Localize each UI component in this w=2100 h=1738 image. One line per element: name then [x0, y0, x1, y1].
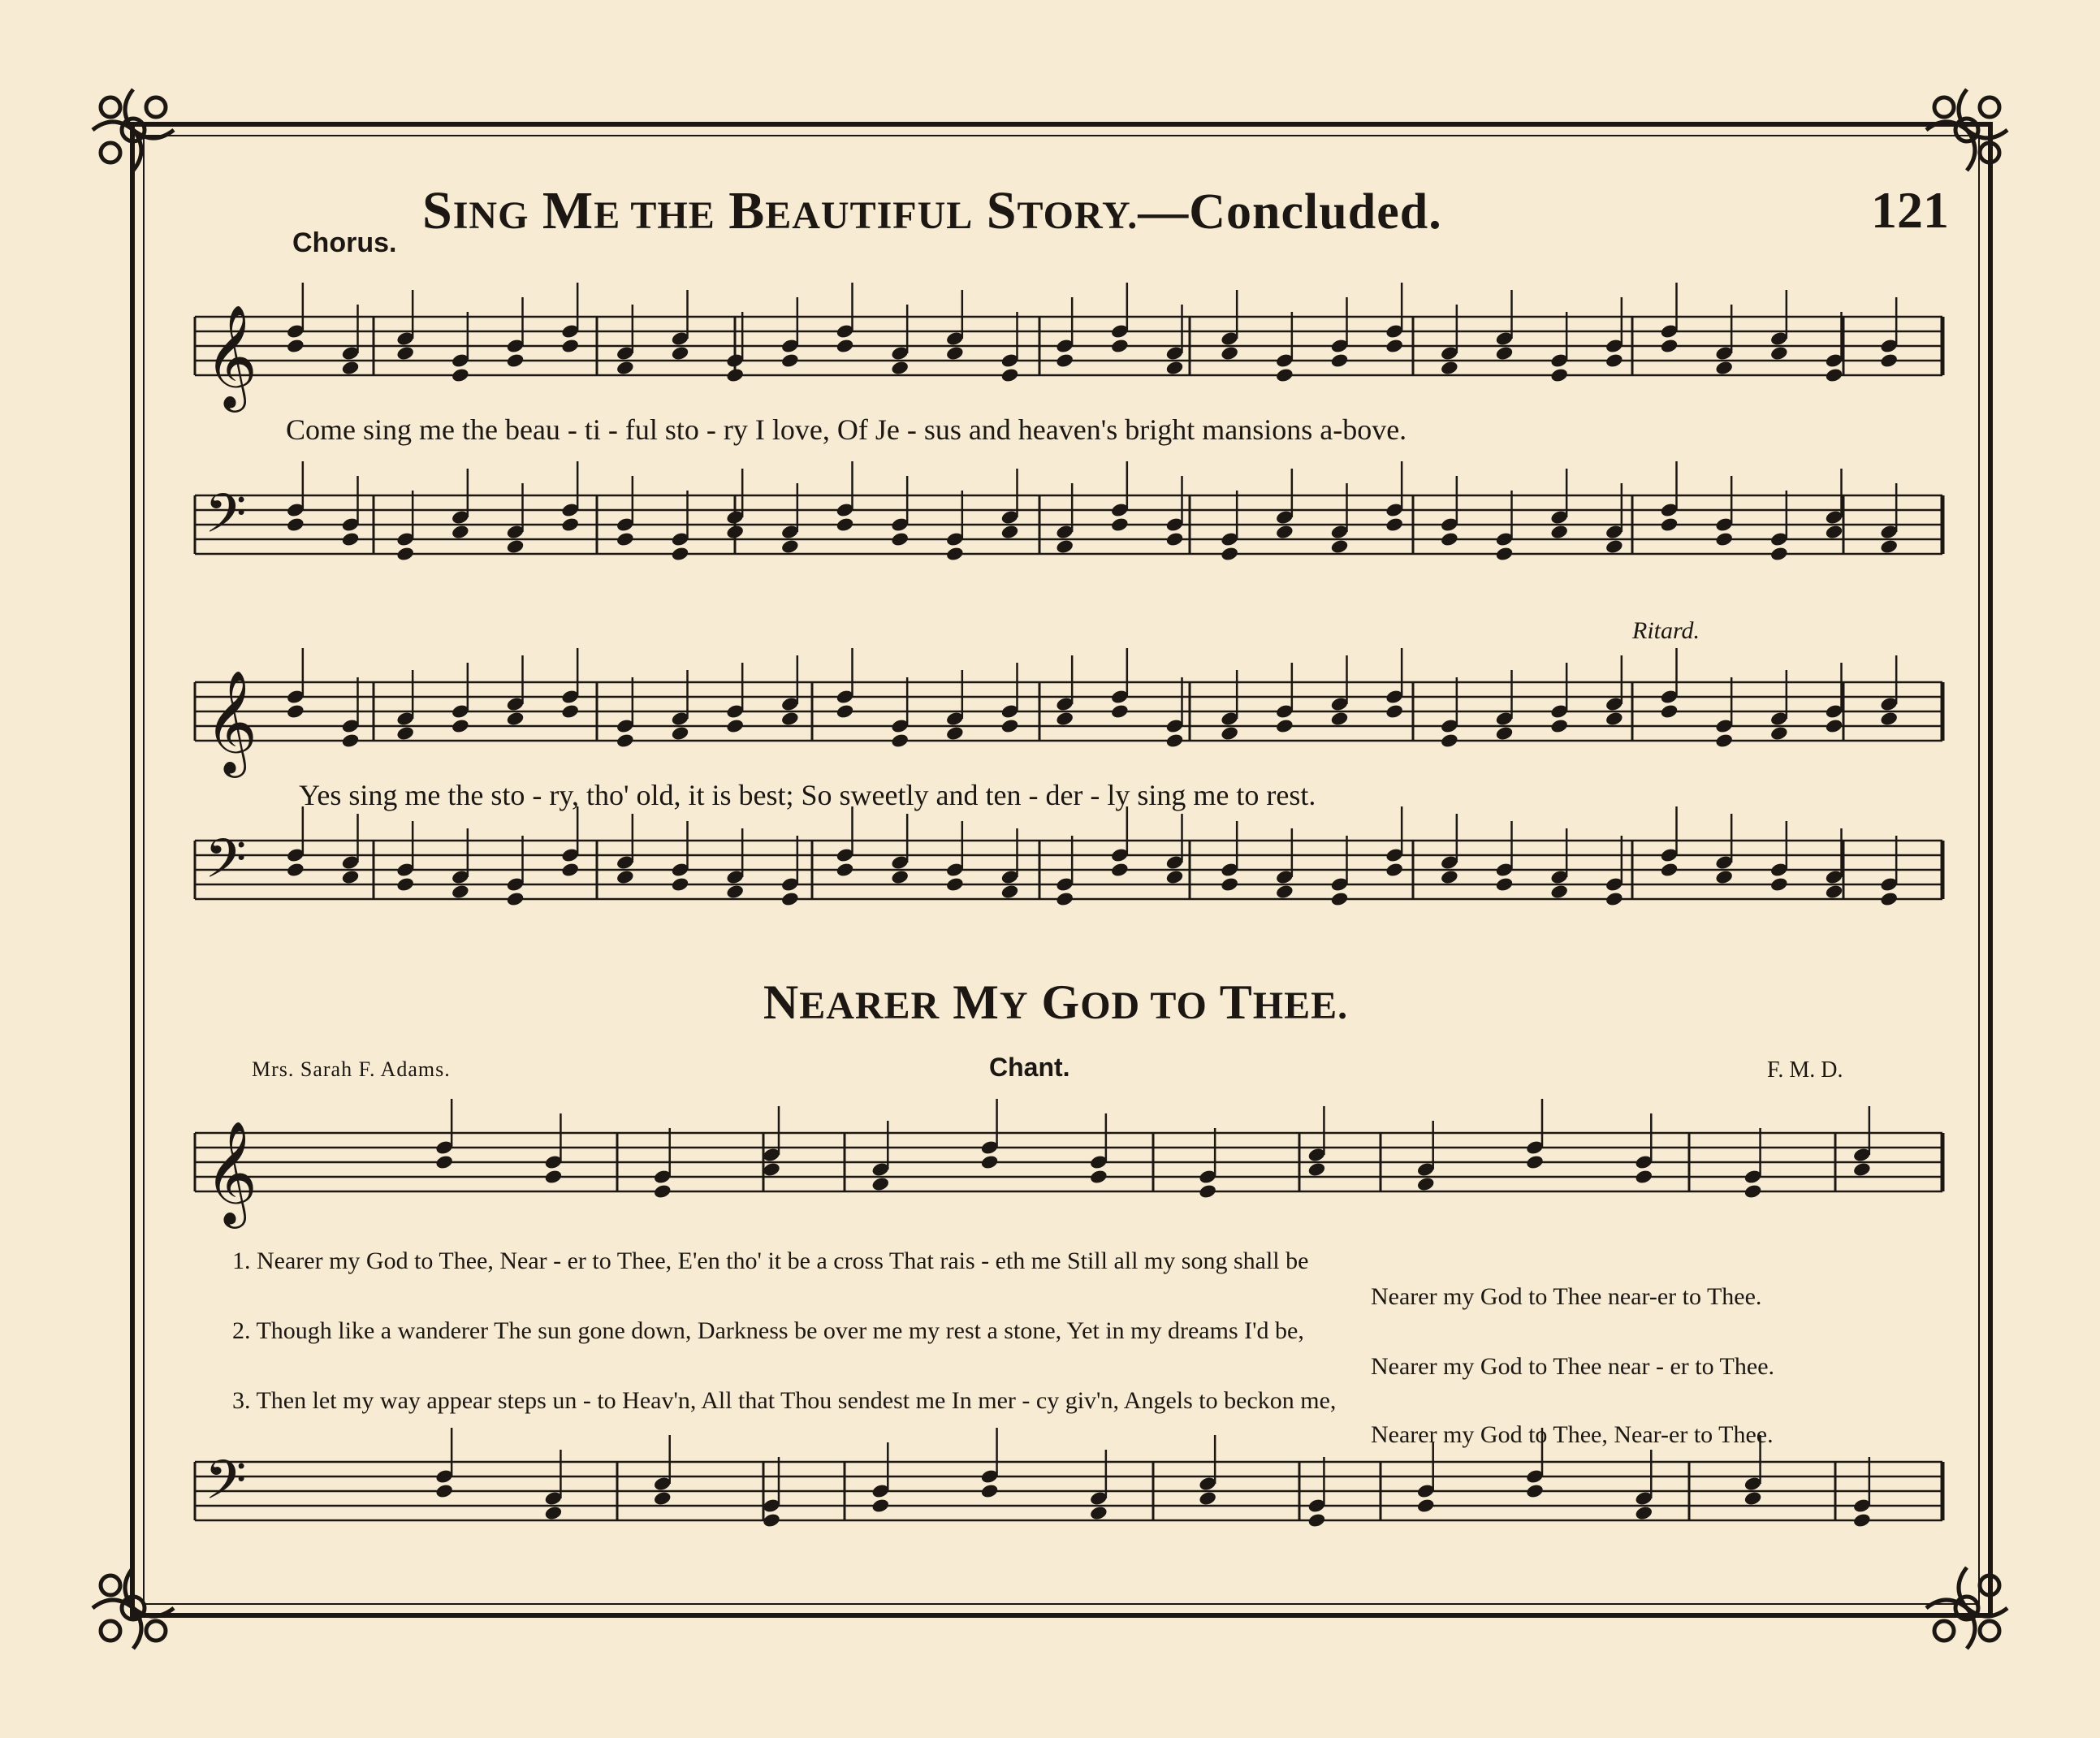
note-head [671, 546, 690, 562]
note-head [1769, 546, 1789, 562]
note-head [1714, 531, 1734, 547]
note-head [451, 718, 470, 734]
note-head [836, 338, 855, 354]
note-head [1165, 360, 1185, 376]
note-head [871, 1176, 890, 1192]
note-head [871, 1498, 890, 1514]
page-number: 121 [1871, 181, 1949, 239]
note-head [506, 352, 525, 369]
lyrics-line-1: Come sing me the beau - ti - ful sto - ry I love, Of Je - sus and heaven's bright mansions a-bove. [286, 413, 1407, 446]
note-head [451, 524, 470, 540]
note-head [1440, 360, 1459, 376]
note-head [1660, 703, 1679, 720]
note-head [1110, 703, 1130, 720]
note-head [725, 718, 745, 734]
note-head [1879, 538, 1899, 555]
note-head [1605, 538, 1624, 555]
chorus-label: Chorus. [292, 227, 397, 258]
note-head [1549, 718, 1569, 734]
note-head [1000, 884, 1020, 900]
note-head [1714, 869, 1734, 885]
note-head [945, 876, 965, 893]
note-head [1385, 517, 1404, 533]
note-head [780, 538, 800, 555]
style-label: Chant. [989, 1053, 1070, 1082]
bass-clef-icon: 𝄢 [205, 1449, 247, 1524]
note-head [1089, 1169, 1108, 1185]
note-head [1000, 718, 1020, 734]
note-head [395, 546, 415, 562]
note-head [1165, 531, 1185, 547]
note-head [1825, 718, 1844, 734]
note-head [762, 1161, 781, 1178]
note-head [544, 1169, 564, 1185]
note-head [1330, 711, 1350, 727]
note-head [945, 345, 965, 361]
note-head [1605, 711, 1624, 727]
note-head [1089, 1505, 1108, 1521]
note-head [671, 876, 690, 893]
verse-1-refrain: Nearer my God to Thee near-er to Thee. [1371, 1283, 1762, 1310]
bass-clef-icon: 𝄢 [205, 828, 247, 903]
note-head [1055, 352, 1074, 369]
note-head [1055, 891, 1074, 907]
note-head [1275, 367, 1294, 383]
treble-clef-icon: 𝄞 [205, 669, 258, 773]
note-head [451, 367, 470, 383]
note-head [1440, 531, 1459, 547]
note-head [286, 703, 305, 720]
note-head [1634, 1505, 1653, 1521]
lyrics-line-2: Yes sing me the sto - ry, tho' old, it is best; So sweetly and ten - der - ly sing me to rest. [299, 779, 1316, 811]
note-head [1495, 546, 1515, 562]
note-head [1416, 1176, 1436, 1192]
note-head [1385, 703, 1404, 720]
note-head [506, 891, 525, 907]
note-head [671, 725, 690, 741]
note-head [1495, 345, 1515, 361]
note-head [725, 524, 745, 540]
note-head [1825, 524, 1844, 540]
note-head [395, 725, 415, 741]
note-head [1055, 711, 1074, 727]
note-head [560, 517, 580, 533]
note-head [780, 352, 800, 369]
note-head [1198, 1183, 1217, 1200]
note-head [780, 891, 800, 907]
note-head [653, 1490, 672, 1507]
note-head [890, 869, 910, 885]
note-head [1110, 338, 1130, 354]
note-head [653, 1183, 672, 1200]
note-head [1440, 733, 1459, 749]
treble-clef-icon: 𝄞 [205, 1120, 258, 1224]
note-head [1825, 367, 1844, 383]
note-head [725, 884, 745, 900]
composer-credit: F. M. D. [1767, 1057, 1843, 1083]
note-head [341, 360, 361, 376]
note-head [341, 531, 361, 547]
ritard-label: Ritard. [1632, 617, 1700, 644]
note-head [1825, 884, 1844, 900]
note-head [286, 862, 305, 878]
note-head [1220, 876, 1239, 893]
note-head [451, 884, 470, 900]
note-head [1605, 352, 1624, 369]
note-head [780, 711, 800, 727]
note-head [616, 733, 635, 749]
note-head [1495, 725, 1515, 741]
note-head [560, 703, 580, 720]
note-head [1330, 891, 1350, 907]
note-head [1714, 360, 1734, 376]
note-head [1879, 711, 1899, 727]
note-head [1852, 1512, 1872, 1528]
bass-clef-icon: 𝄢 [205, 482, 247, 558]
note-head [1110, 517, 1130, 533]
note-head [1549, 884, 1569, 900]
note-head [945, 546, 965, 562]
note-head [395, 876, 415, 893]
note-head [1385, 338, 1404, 354]
note-head [1714, 733, 1734, 749]
note-head [1110, 862, 1130, 878]
note-head [1660, 517, 1679, 533]
note-head [1307, 1161, 1327, 1178]
note-head [1416, 1498, 1436, 1514]
note-head [1000, 524, 1020, 540]
note-head [1275, 884, 1294, 900]
note-head [945, 725, 965, 741]
note-head [1879, 352, 1899, 369]
note-head [1660, 862, 1679, 878]
note-head [1852, 1161, 1872, 1178]
note-head [836, 862, 855, 878]
note-head [1385, 862, 1404, 878]
note-head [836, 517, 855, 533]
note-head [1220, 725, 1239, 741]
note-head [1330, 352, 1350, 369]
note-head [1330, 538, 1350, 555]
note-head [725, 367, 745, 383]
treble-clef-icon: 𝄞 [205, 304, 258, 408]
note-head [890, 733, 910, 749]
note-head [1055, 538, 1074, 555]
note-head [616, 531, 635, 547]
note-head [1769, 345, 1789, 361]
note-head [1165, 733, 1185, 749]
note-head [1549, 524, 1569, 540]
note-head [1879, 891, 1899, 907]
note-head [980, 1154, 1000, 1170]
verse-3: 3. Then let my way appear steps un - to Heav'n, All that Thou sendest me In mer - cy giv'n, Angels to beckon me, [232, 1387, 1337, 1414]
note-head [506, 711, 525, 727]
note-head [1744, 1490, 1763, 1507]
note-head [616, 360, 635, 376]
note-head [1220, 546, 1239, 562]
note-head [560, 338, 580, 354]
note-head [1525, 1154, 1545, 1170]
note-head [434, 1154, 454, 1170]
note-head [1549, 367, 1569, 383]
note-head [286, 517, 305, 533]
note-head [506, 538, 525, 555]
song-title: SING ME THE BEAUTIFUL STORY.—Concluded. [422, 181, 1442, 240]
note-head [286, 338, 305, 354]
note-head [980, 1483, 1000, 1499]
note-head [1605, 891, 1624, 907]
note-head [1198, 1490, 1217, 1507]
note-head [1660, 338, 1679, 354]
note-head [1634, 1169, 1653, 1185]
note-head [1000, 367, 1020, 383]
note-head [560, 862, 580, 878]
note-head [616, 869, 635, 885]
note-head [1220, 345, 1239, 361]
verse-2: 2. Though like a wanderer The sun gone down, Darkness be over me my rest a stone, Yet in my dreams I'd be, [232, 1317, 1304, 1344]
note-head [544, 1505, 564, 1521]
note-head [1275, 718, 1294, 734]
verse-2-refrain: Nearer my God to Thee near - er to Thee. [1371, 1353, 1775, 1380]
second-song-title: NEARER MY GOD TO THEE. [763, 975, 1349, 1029]
note-head [1769, 725, 1789, 741]
verse-3-refrain: Nearer my God to Thee, Near-er to Thee. [1371, 1421, 1774, 1448]
note-head [341, 733, 361, 749]
note-head [836, 703, 855, 720]
note-head [1440, 869, 1459, 885]
note-head [1307, 1512, 1327, 1528]
note-head [1744, 1183, 1763, 1200]
note-head [1495, 876, 1515, 893]
note-head [434, 1483, 454, 1499]
note-head [890, 531, 910, 547]
note-head [890, 360, 910, 376]
note-head [1769, 876, 1789, 893]
note-head [671, 345, 690, 361]
verse-1: 1. Nearer my God to Thee, Near - er to Thee, E'en tho' it be a cross That rais - eth me Still all my song shall be [232, 1247, 1309, 1274]
lyricist-credit: Mrs. Sarah F. Adams. [252, 1057, 451, 1081]
note-head [1525, 1483, 1545, 1499]
note-head [1165, 869, 1185, 885]
note-head [1275, 524, 1294, 540]
note-head [341, 869, 361, 885]
note-head [395, 345, 415, 361]
note-head [762, 1512, 781, 1528]
